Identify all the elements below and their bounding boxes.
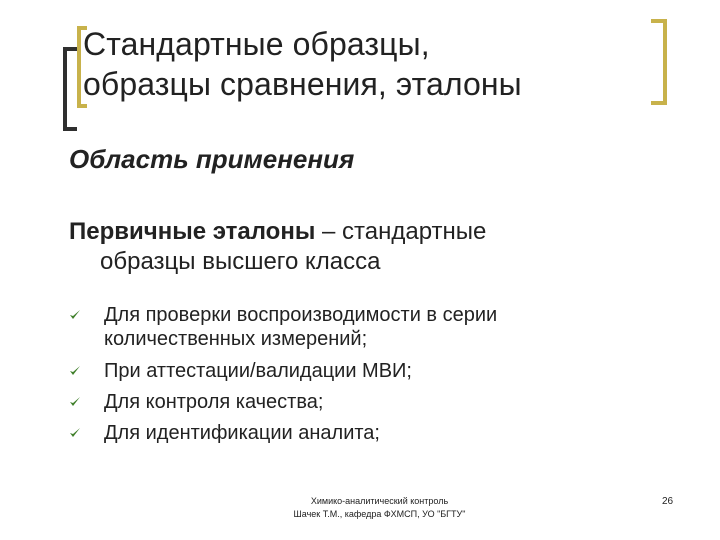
primary-dash: –: [315, 218, 343, 245]
page-number: 26: [662, 496, 674, 507]
section-subtitle: Область применения: [69, 144, 355, 174]
bullet-item: [69, 359, 629, 383]
title-line-1: Стандартные образцы,: [83, 26, 430, 62]
footer-line-1: Химико-аналитический контроль: [310, 496, 449, 506]
primary-term: Первичные эталоны: [69, 218, 316, 245]
bullet-text: При аттестации/валидации МВИ;: [104, 360, 412, 382]
title-line-2: образцы сравнения, эталоны: [83, 66, 522, 102]
checkmark-bullet-icon: [69, 365, 81, 377]
bullet-item: [69, 390, 629, 414]
bullet-list: [69, 303, 629, 453]
bullet-text-line-1: Для проверки воспроизводимости в серии: [104, 304, 498, 326]
primary-rest-line-2: образцы высшего класса: [100, 248, 381, 275]
right-gold-bracket: [651, 19, 667, 105]
left-dark-bracket: [63, 47, 77, 131]
bullet-item: [69, 303, 629, 351]
slide-title: [83, 24, 643, 104]
primary-rest-line-1: стандартные: [342, 218, 487, 245]
footer-line-2: Шачек Т.М., кафедра ФХМСП, УО "БГТУ": [293, 509, 466, 519]
footer: [277, 495, 482, 521]
checkmark-bullet-icon: [69, 396, 81, 408]
bullet-text: Для контроля качества;: [104, 391, 324, 413]
bullet-item: [69, 421, 629, 445]
primary-definition: [69, 217, 629, 277]
checkmark-bullet-icon: [69, 427, 81, 439]
bullet-text: Для идентификации аналита;: [104, 422, 380, 444]
checkmark-bullet-icon: [69, 309, 81, 321]
bullet-text-line-2: количественных измерений;: [104, 328, 368, 350]
